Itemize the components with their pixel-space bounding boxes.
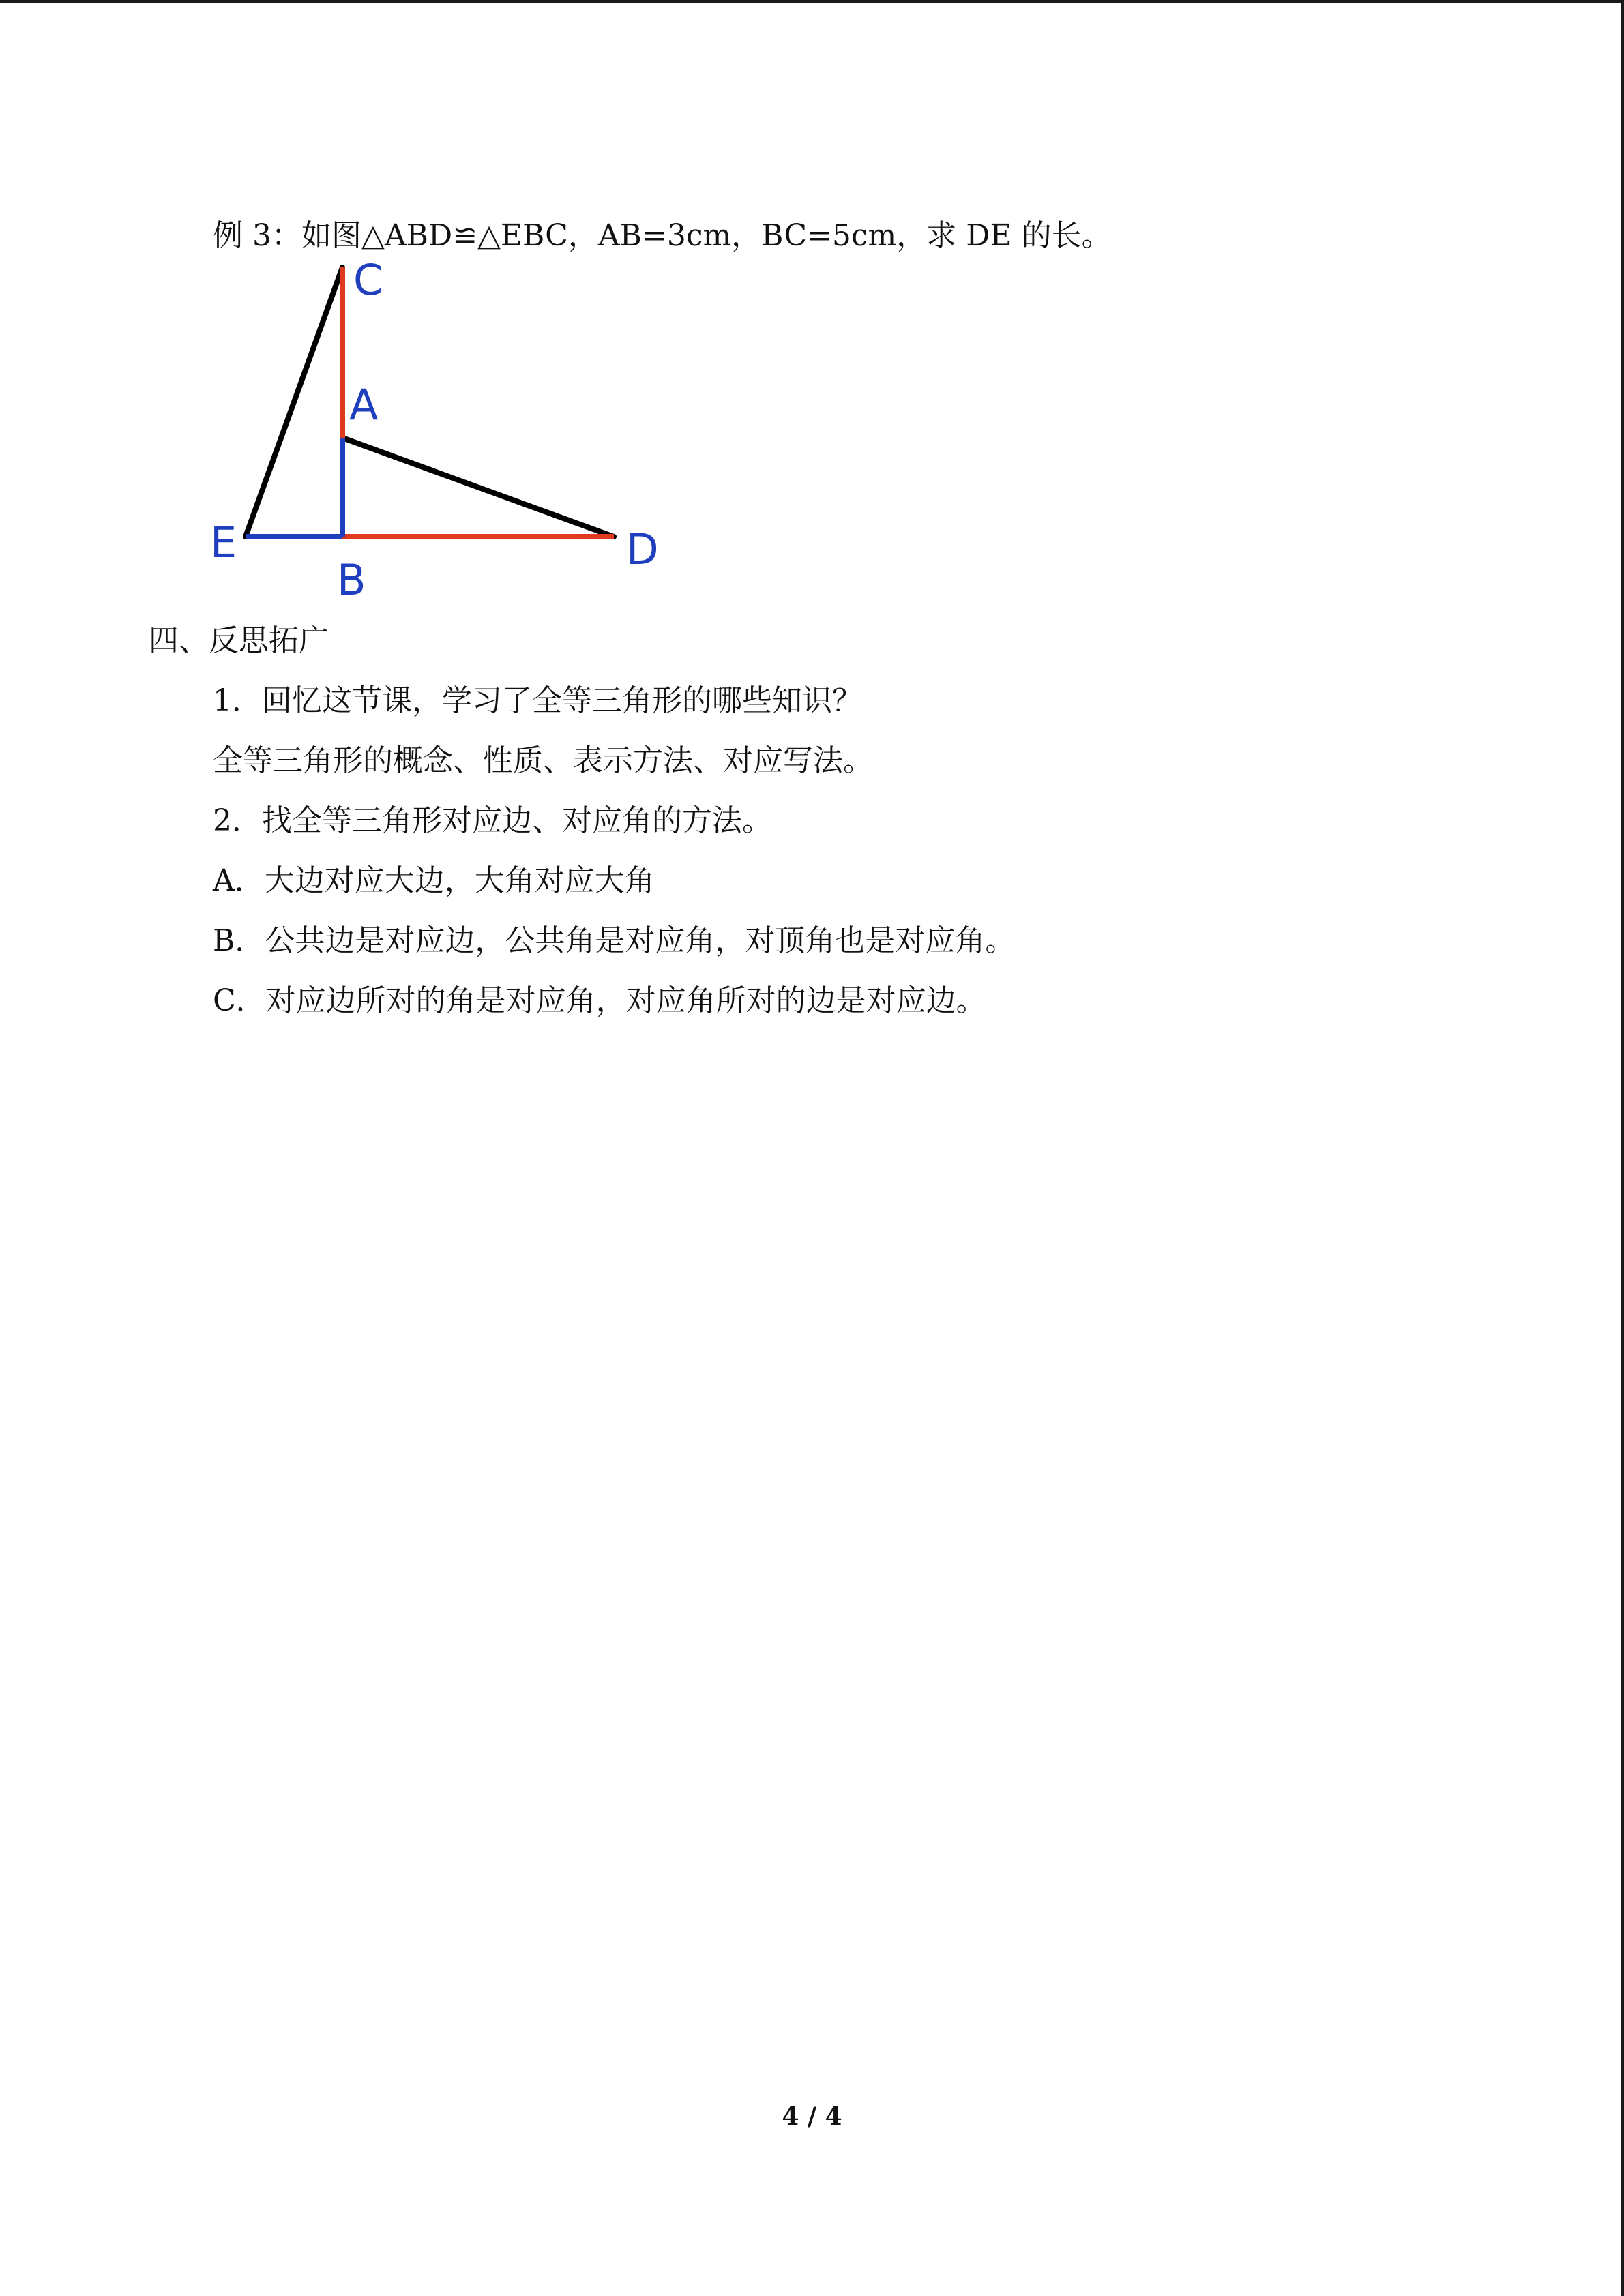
item-c: C．对应边所对的角是对应角，对应角所对的边是对应边。 xyxy=(213,983,986,1018)
right-border xyxy=(1621,0,1624,2296)
answer-1: 全等三角形的概念、性质、表示方法、对应写法。 xyxy=(213,743,873,778)
question-1: 1．回忆这节课，学习了全等三角形的哪些知识？ xyxy=(213,683,862,718)
label-b: B xyxy=(337,555,366,605)
label-e: E xyxy=(210,518,237,567)
top-border xyxy=(0,0,1624,3)
segment-ce xyxy=(246,267,342,537)
example-3-text: 例 3：如图△ABD≌△EBC，AB=3cm，BC=5cm，求 DE 的长。 xyxy=(213,218,1112,253)
label-c: C xyxy=(353,255,383,305)
item-a: A．大边对应大边，大角对应大角 xyxy=(213,863,655,898)
segment-ad xyxy=(342,438,614,537)
triangle-diagram xyxy=(205,252,682,607)
page-number: 4 / 4 xyxy=(782,2102,842,2131)
label-a: A xyxy=(349,380,379,430)
question-2: 2．找全等三角形对应边、对应角的方法。 xyxy=(213,803,772,838)
label-d: D xyxy=(626,524,659,574)
section-heading: 四、反思拓广 xyxy=(149,623,329,658)
item-b: B．公共边是对应边，公共角是对应角，对顶角也是对应角。 xyxy=(213,923,1016,958)
